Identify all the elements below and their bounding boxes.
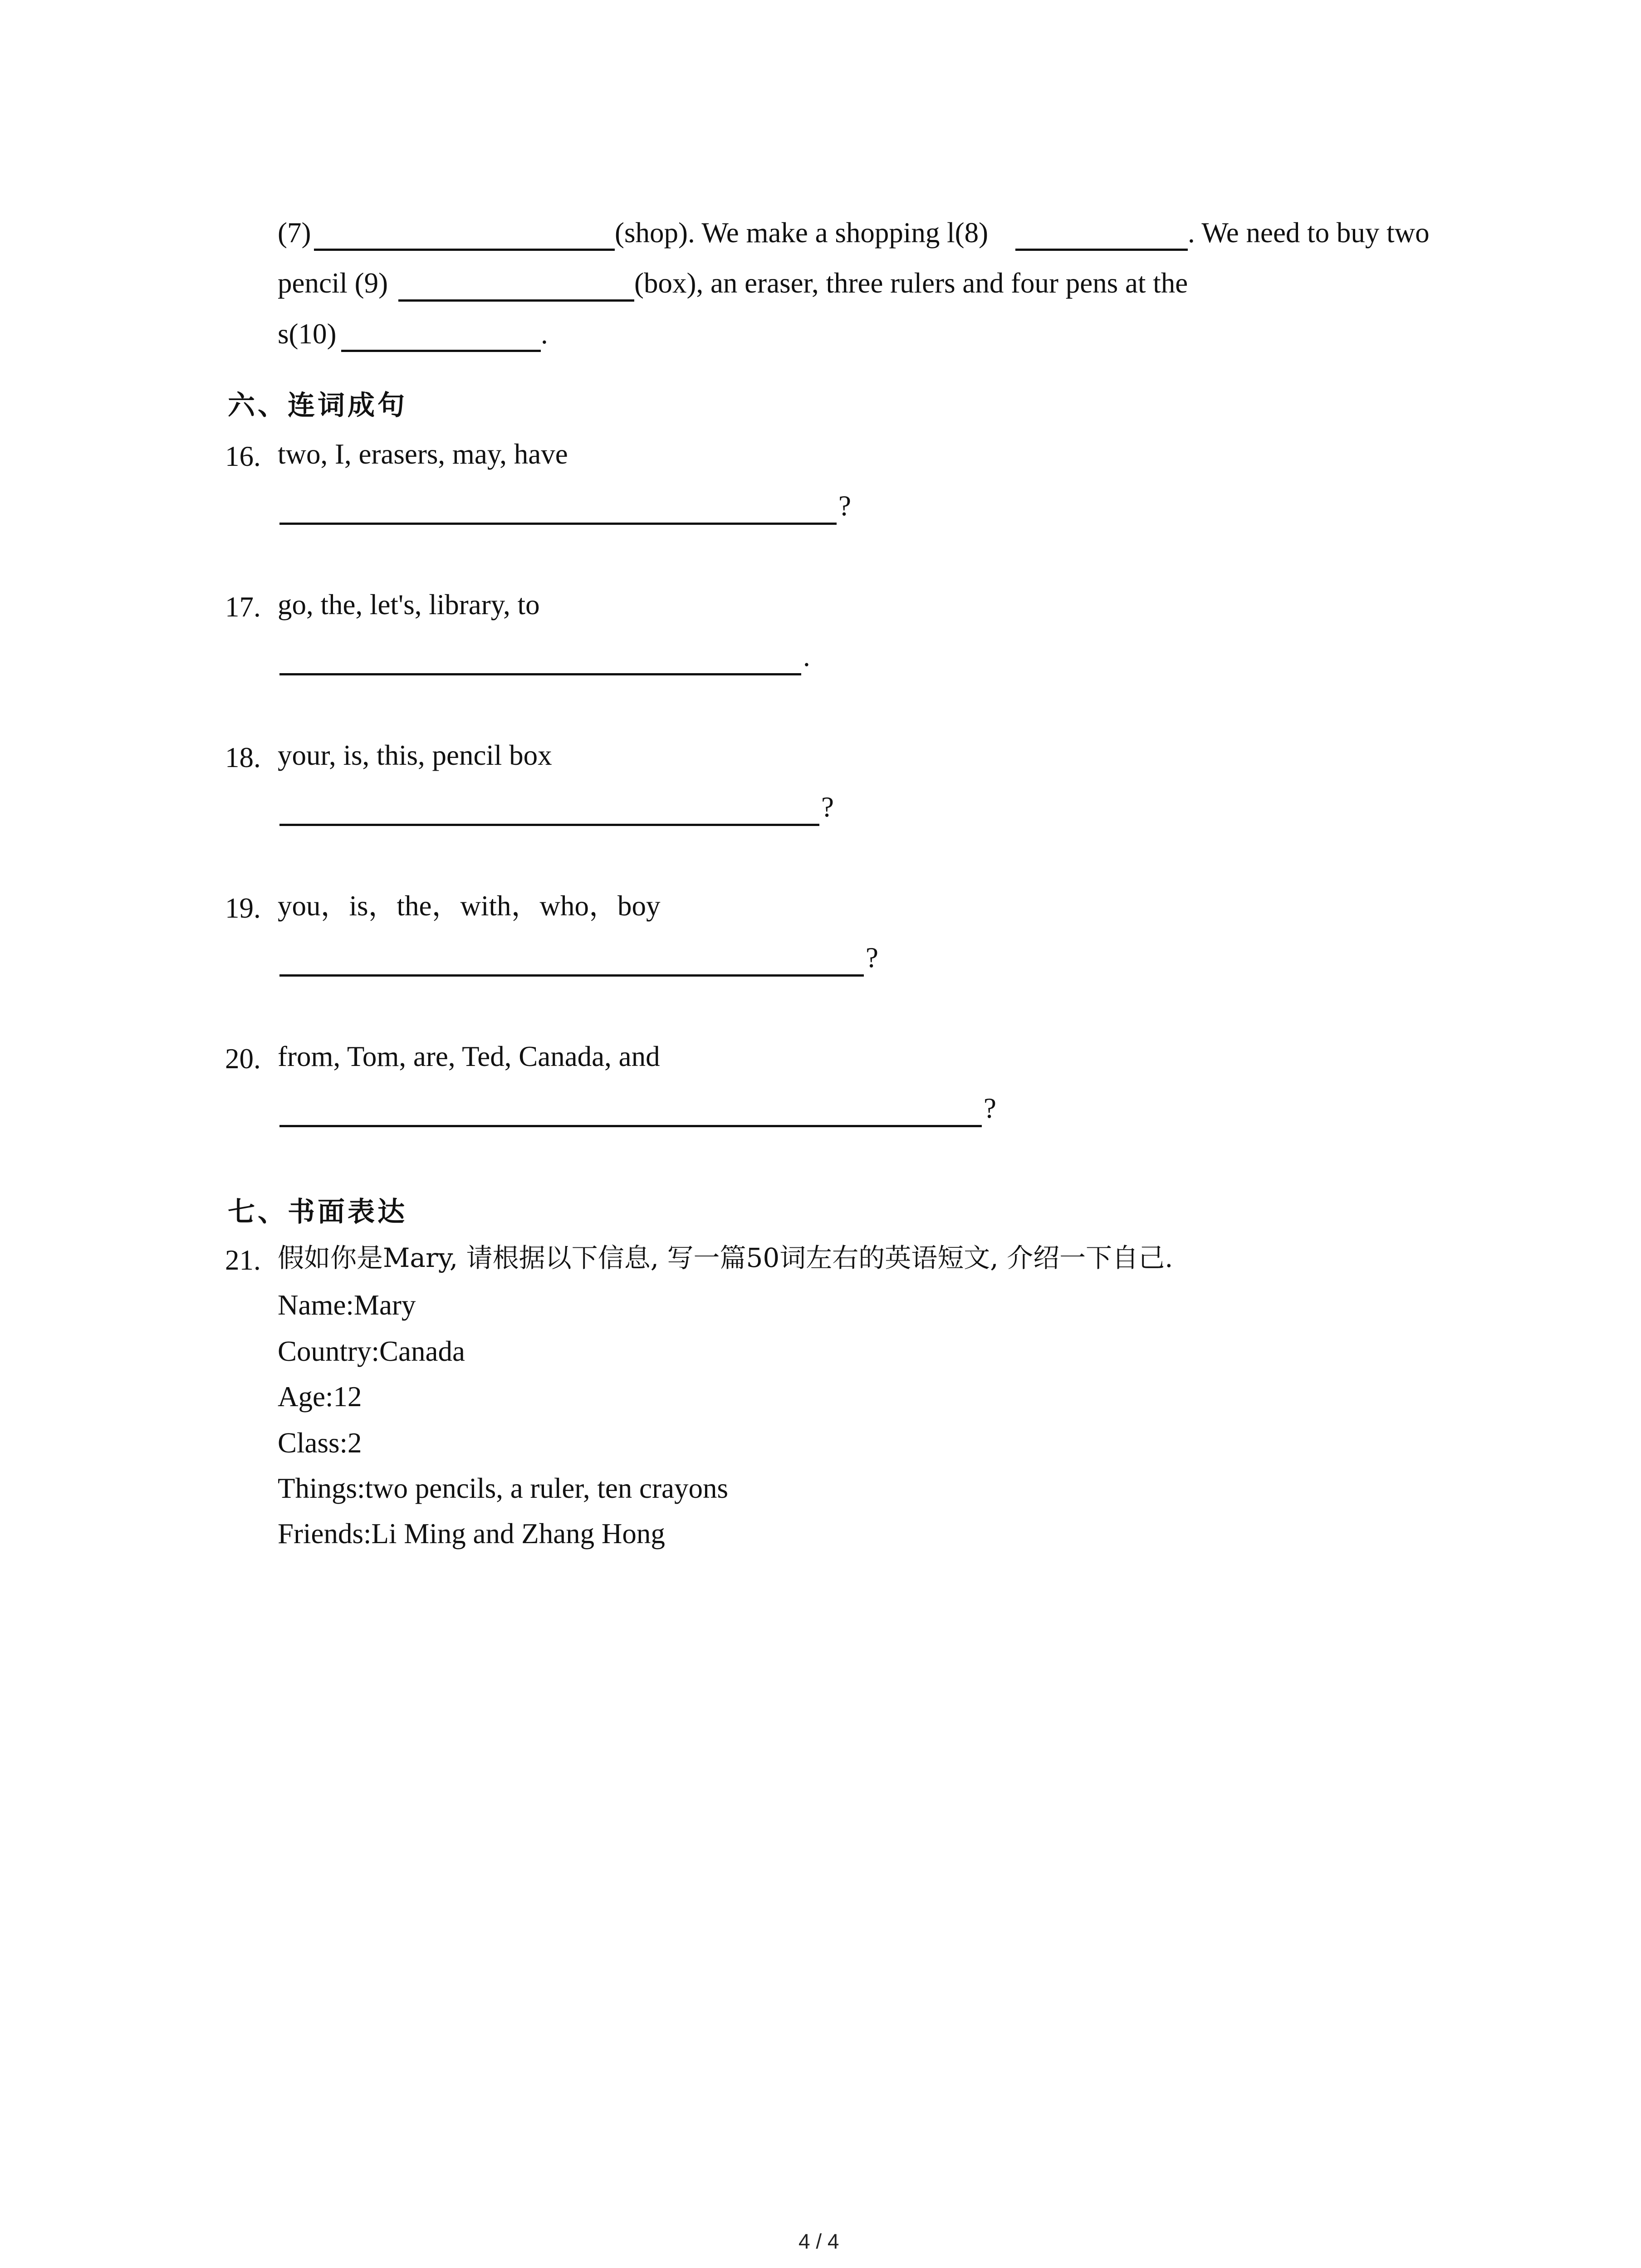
passage-line1-start: (7) [278, 217, 311, 249]
q16-number: 16. [225, 440, 261, 472]
passage-line2-start: pencil (9) [278, 267, 388, 299]
q20-answer-line[interactable] [279, 1125, 982, 1127]
passage-line1-mid: (shop). We make a shopping l(8) [615, 217, 989, 249]
q16-end-mark: ? [838, 490, 851, 522]
info-age: Age:12 [278, 1381, 362, 1413]
q17-answer-line[interactable] [279, 673, 801, 675]
q19-words: you，is，the，with，who，boy [278, 890, 661, 922]
q16-answer-line[interactable] [279, 523, 837, 525]
passage-line3-start: s(10) [278, 318, 337, 350]
info-friends: Friends:Li Ming and Zhang Hong [278, 1518, 665, 1549]
q17-end-mark: . [803, 640, 810, 672]
blank-9[interactable] [398, 299, 634, 302]
q21-number: 21. [225, 1244, 261, 1276]
q20-words: from, Tom, are, Ted, Canada, and [278, 1041, 660, 1072]
passage-line2-end: (box), an eraser, three rulers and four pens at the [634, 267, 1188, 299]
q18-end-mark: ? [821, 791, 834, 823]
info-class: Class:2 [278, 1427, 362, 1459]
q17-number: 17. [225, 591, 261, 623]
q20-end-mark: ? [984, 1092, 996, 1124]
q17-words: go, the, let's, library, to [278, 589, 540, 621]
passage-line3-end: . [541, 318, 548, 350]
q16-words: two, I, erasers, may, have [278, 438, 568, 470]
blank-8[interactable] [1015, 249, 1188, 251]
q18-answer-line[interactable] [279, 824, 819, 826]
info-name: Name:Mary [278, 1289, 416, 1321]
passage-line1-end: . We need to buy two [1188, 217, 1430, 249]
q18-number: 18. [225, 742, 261, 773]
blank-10[interactable] [341, 350, 541, 352]
section6-title: 六、连词成句 [228, 390, 407, 421]
section7-title: 七、书面表达 [228, 1196, 407, 1228]
q19-answer-line[interactable] [279, 974, 864, 977]
q18-words: your, is, this, pencil box [278, 739, 552, 771]
q19-end-mark: ? [866, 942, 878, 973]
info-country: Country:Canada [278, 1335, 465, 1367]
q21-prompt: 假如你是Mary, 请根据以下信息, 写一篇50词左右的英语短文, 介绍一下自己. [278, 1242, 1173, 1273]
info-things: Things:two pencils, a ruler, ten crayons [278, 1472, 728, 1504]
page-number: 4 / 4 [798, 2229, 839, 2253]
blank-7[interactable] [314, 249, 615, 251]
q19-number: 19. [225, 892, 261, 924]
q20-number: 20. [225, 1043, 261, 1075]
